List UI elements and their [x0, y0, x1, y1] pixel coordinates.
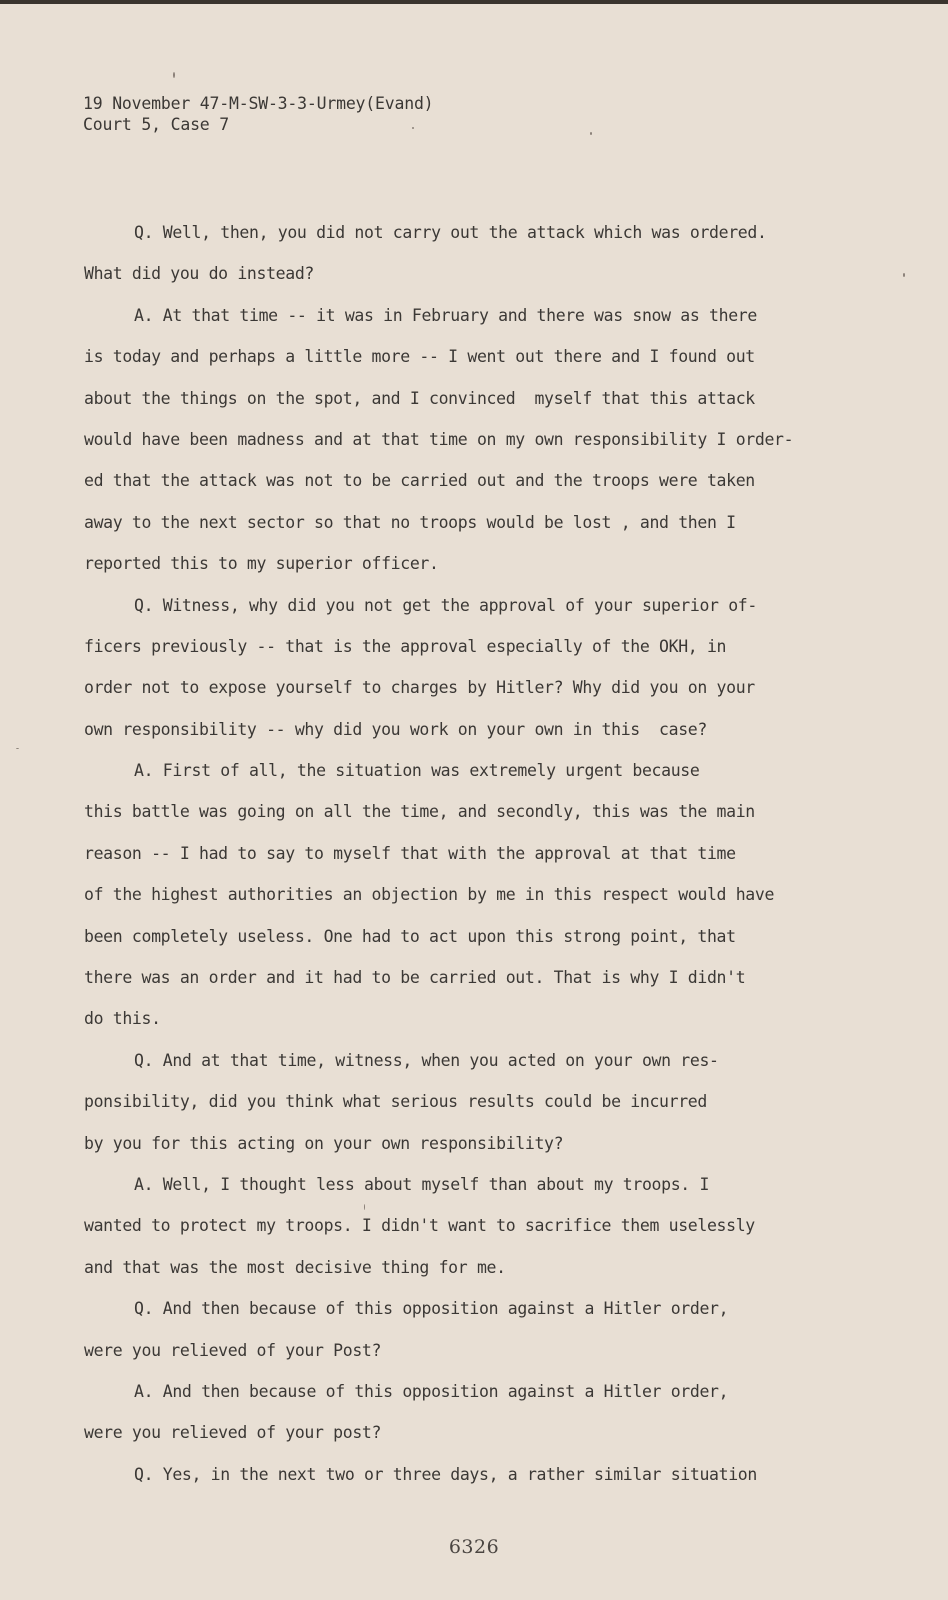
transcript-line: Q. Well, then, you did not carry out the attack which was ordered. [134, 223, 767, 242]
paper-speck [16, 748, 19, 749]
transcript-line: A. At that time -- it was in February and there was snow as there [134, 305, 757, 325]
paper-speck [364, 1204, 365, 1210]
header-court-line: Court 5, Case 7 [83, 115, 230, 134]
transcript-line: ponsibility, did you think what serious results could be incurred [84, 1092, 707, 1112]
paper-speck [412, 127, 414, 129]
transcript-line: there was an order and it had to be carried out. That is why I didn't [84, 968, 746, 988]
paper-speck [903, 273, 905, 277]
transcript-line: about the things on the spot, and I convinced myself that this attack [84, 388, 755, 408]
transcript-line: do this. [84, 1009, 161, 1029]
transcript-body [84, 212, 864, 1495]
transcript-line: reported this to my superior officer. [84, 554, 439, 574]
paper-speck [173, 72, 175, 78]
paper-speck [590, 132, 592, 135]
transcript-line: wanted to protect my troops. I didn't want to sacrifice them uselessly [84, 1216, 755, 1236]
transcript-line: What did you do instead? [84, 264, 315, 284]
transcript-line: A. First of all, the situation was extremely urgent because [134, 761, 700, 781]
transcript-line: Q. Yes, in the next two or three days, a rather similar situation [134, 1464, 757, 1484]
transcript-line: A. And then because of this opposition against a Hitler order, [134, 1381, 729, 1401]
transcript-line: order not to expose yourself to charges by Hitler? Why did you on your [84, 678, 755, 698]
transcript-line: Q. And at that time, witness, when you acted on your own res- [134, 1050, 719, 1070]
transcript-line: away to the next sector so that no troops would be lost , and then I [84, 512, 736, 532]
transcript-line: own responsibility -- why did you work on your own in this case? [84, 719, 707, 739]
transcript-line: this battle was going on all the time, and secondly, this was the main [84, 802, 755, 822]
transcript-line: Q. And then because of this opposition against a Hitler order, [134, 1299, 729, 1319]
transcript-line: by you for this acting on your own responsibility? [84, 1133, 564, 1153]
transcript-line: would have been madness and at that time on my own responsibility I order- [84, 429, 794, 449]
transcript-line: been completely useless. One had to act upon this strong point, that [84, 926, 736, 946]
header-reference-line: 19 November 47-M-SW-3-3-Urmey(Evand) [83, 94, 434, 113]
transcript-line: Q. Witness, why did you not get the approval of your superior of- [134, 595, 757, 615]
transcript-line: and that was the most decisive thing for me. [84, 1257, 506, 1277]
transcript-line: ed that the attack was not to be carried out and the troops were taken [84, 471, 755, 491]
transcript-line: were you relieved of your Post? [84, 1340, 382, 1360]
document-header [83, 93, 433, 135]
transcript-line: reason -- I had to say to myself that with the approval at that time [84, 843, 736, 863]
page-top-edge [0, 0, 948, 4]
transcript-line: is today and perhaps a little more -- I went out there and I found out [84, 347, 755, 367]
transcript-line: ficers previously -- that is the approval especially of the OKH, in [84, 636, 727, 656]
transcript-line: A. Well, I thought less about myself than about my troops. I [134, 1174, 710, 1194]
transcript-line: of the highest authorities an objection by me in this respect would have [84, 885, 775, 905]
page-number: 6326 [448, 1536, 500, 1558]
transcript-line: were you relieved of your post? [84, 1423, 382, 1443]
